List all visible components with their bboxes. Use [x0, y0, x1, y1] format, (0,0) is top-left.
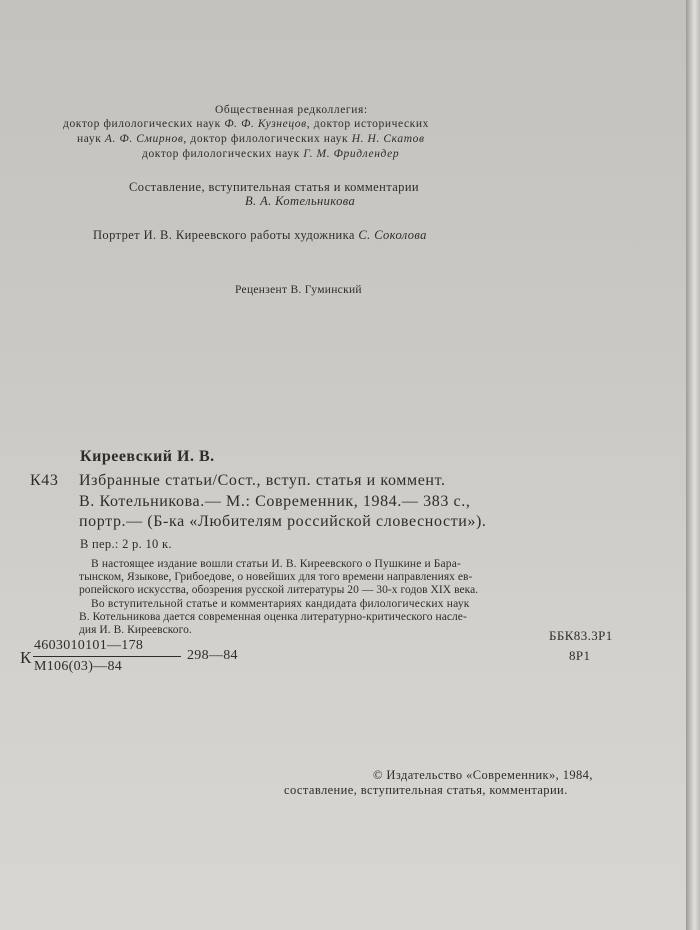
page-edge	[686, 0, 700, 930]
copyright-line-2: составление, вступительная статья, комментарии.	[284, 783, 568, 797]
reviewer-credit: Рецензент В. Гуминский	[235, 284, 362, 296]
annotation-p1-line-1: В настоящее издание вошли статьи И. В. Киреевского о Пушкине и Бара-	[91, 558, 461, 570]
editorial-board-line-3: доктор филологических наук Г. М. Фридлендер	[142, 148, 400, 160]
portrait-credit: Портрет И. В. Киреевского работы художника С. Соколова	[93, 228, 427, 242]
editorial-board-line-2: наук А. Ф. Смирнов, доктор филологических наук Н. Н. Скатов	[77, 133, 425, 145]
copyright-line-1: © Издательство «Современник», 1984,	[373, 768, 593, 782]
compiler-name: В. А. Котельникова	[245, 194, 356, 208]
bbk-code: ББК83.3Р1	[549, 628, 613, 643]
annotation-p1-line-3: ропейского искусства, обозрения русской литературы 20 — 30-х годов XIX века.	[79, 584, 479, 596]
classification-number: 298—84	[187, 648, 238, 663]
catalog-author: Киреевский И. В.	[80, 448, 215, 465]
catalog-code: К43	[30, 472, 59, 489]
annotation-p2-line-2: В. Котельникова дается современная оценка литературно-критического насле-	[79, 611, 467, 623]
catalog-line-3: портр.— (Б-ка «Любителям российской словесности»).	[79, 513, 487, 530]
catalog-line-2: В. Котельникова.— М.: Современник, 1984.— 383 с.,	[79, 493, 471, 510]
annotation-p2-line-3: дия И. В. Киреевского.	[79, 624, 192, 636]
editorial-board-line-1: доктор филологических наук Ф. Ф. Кузнецов, доктор исторических	[63, 118, 429, 130]
classification-denominator: М106(03)—84	[34, 659, 123, 674]
compilation-credit: Составление, вступительная статья и комментарии	[129, 180, 420, 194]
annotation-p1-line-2: тынском, Языкове, Грибоедове, о новейших для того времени направлениях ев-	[79, 571, 473, 583]
catalog-price: В пер.: 2 р. 10 к.	[80, 537, 172, 551]
classification-code-2: 8Р1	[569, 648, 591, 663]
classification-k: К	[20, 648, 32, 667]
classification-numerator: 4603010101—178	[34, 638, 144, 653]
fraction-rule	[33, 656, 181, 657]
annotation-p2-line-1: Во вступительной статье и комментариях кандидата филологических наук	[91, 598, 470, 610]
catalog-line-1: Избранные статьи/Сост., вступ. статья и коммент.	[79, 472, 446, 489]
editorial-board-heading: Общественная редколлегия:	[215, 104, 368, 116]
